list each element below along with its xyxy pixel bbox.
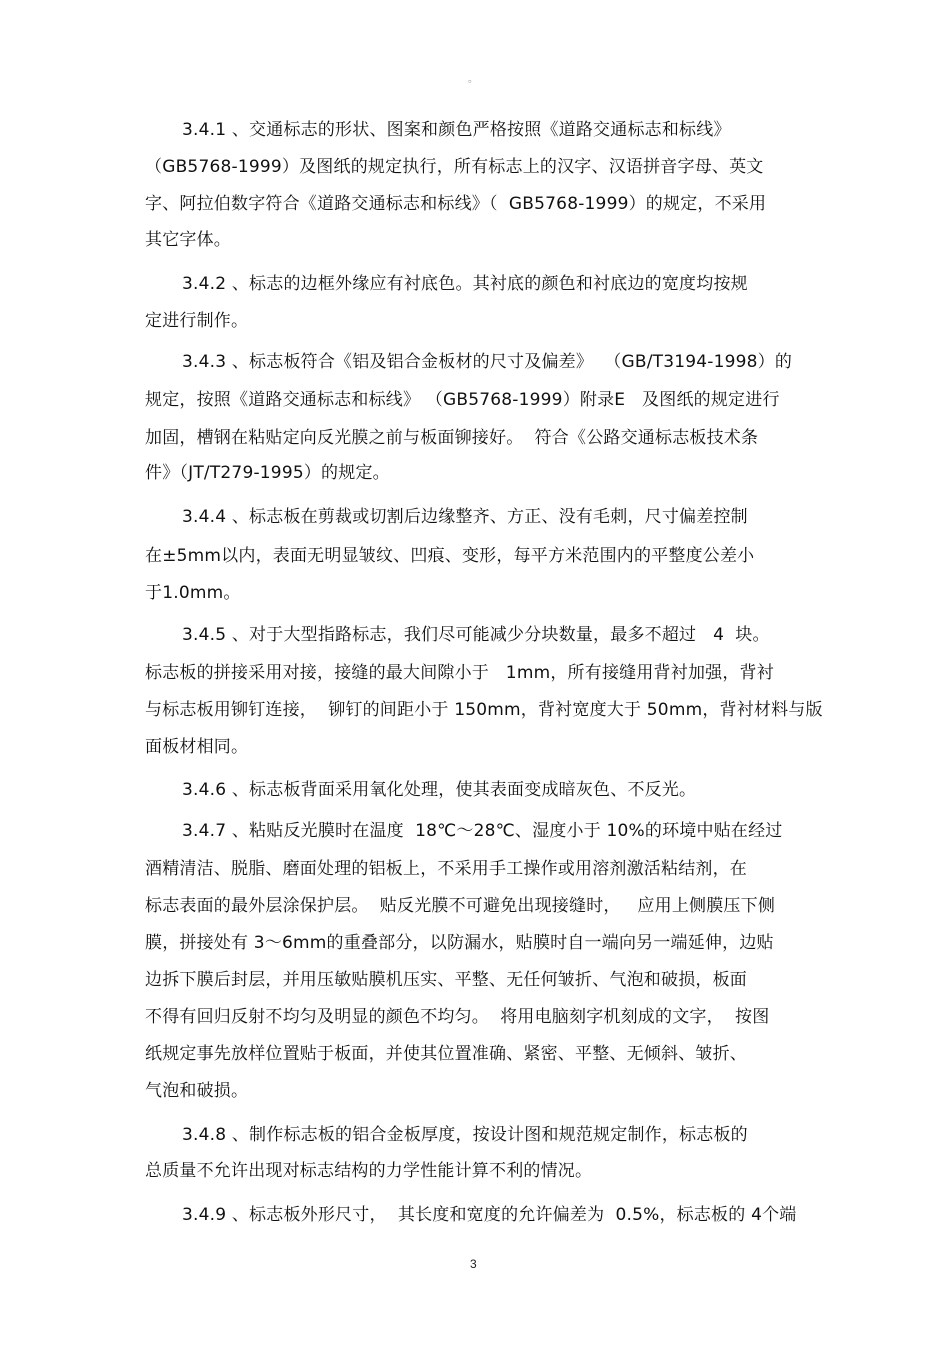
paragraph-3-4-3-line: 件》（JT/T279-1995）的规定。 [145, 463, 390, 483]
paragraph-3-4-7-line: 3.4.7 、粘贴反光膜时在温度 18℃～28℃、湿度小于 10%的环境中贴在经过 [182, 821, 783, 841]
paragraph-3-4-4-line: 在±5mm以内，表面无明显皱纹、凹痕、变形，每平方米范围内的平整度公差小 [145, 546, 755, 566]
paragraph-3-4-2-line: 定进行制作。 [145, 311, 249, 331]
paragraph-3-4-7-line: 边拆下膜后封层，并用压敏贴膜机压实、平整、无任何皱折、气泡和破损，板面 [145, 970, 747, 990]
paragraph-3-4-4-line: 于1.0mm。 [145, 583, 241, 603]
paragraph-3-4-6-line: 3.4.6 、标志板背面采用氧化处理，使其表面变成暗灰色、不反光。 [182, 780, 697, 800]
paragraph-3-4-4-line: 3.4.4 、标志板在剪裁或切割后边缘整齐、方正、没有毛刺，尺寸偏差控制 [182, 507, 748, 527]
paragraph-3-4-7-line: 纸规定事先放样位置贴于板面，并使其位置准确、紧密、平整、无倾斜、皱折、 [145, 1044, 747, 1064]
header-mark: 。 [468, 74, 478, 85]
paragraph-3-4-1-line: 字、阿拉伯数字符合《道路交通标志和标线》（ GB5768-1999）的规定，不采用 [145, 194, 767, 214]
paragraph-3-4-7-line: 气泡和破损。 [145, 1081, 249, 1101]
paragraph-3-4-1-line: （GB5768-1999）及图纸的规定执行，所有标志上的汉字、汉语拼音字母、英文 [145, 157, 764, 177]
paragraph-3-4-5-line: 面板材相同。 [145, 737, 249, 757]
paragraph-3-4-7-line: 膜，拼接处有 3～6mm的重叠部分，以防漏水，贴膜时自一端向另一端延伸，边贴 [145, 933, 774, 953]
paragraph-3-4-1-line: 其它字体。 [145, 230, 231, 250]
page-number: 3 [470, 1257, 477, 1271]
paragraph-3-4-7-line: 酒精清洁、脱脂、磨面处理的铝板上，不采用手工操作或用溶剂激活粘结剂，在 [145, 859, 747, 879]
paragraph-3-4-3-line: 加固，槽钢在粘贴定向反光膜之前与板面铆接好。 符合《公路交通标志板技术条 [145, 428, 759, 448]
paragraph-3-4-5-line: 与标志板用铆钉连接， 铆钉的间距小于 150mm，背衬宽度大于 50mm，背衬材料与版 [145, 700, 823, 720]
paragraph-3-4-8-line: 总质量不允许出现对标志结构的力学性能计算不利的情况。 [145, 1161, 593, 1181]
paragraph-3-4-1-line: 3.4.1 、交通标志的形状、图案和颜色严格按照《道路交通标志和标线》 [182, 120, 731, 140]
paragraph-3-4-3-line: 规定，按照《道路交通标志和标线》 （GB5768-1999）附录E 及图纸的规定进行 [145, 390, 780, 410]
paragraph-3-4-7-line: 不得有回归反射不均匀及明显的颜色不均匀。 将用电脑刻字机刻成的文字， 按图 [145, 1007, 770, 1027]
paragraph-3-4-5-line: 3.4.5 、对于大型指路标志，我们尽可能减少分块数量，最多不超过 4 块。 [182, 625, 770, 645]
paragraph-3-4-2-line: 3.4.2 、标志的边框外缘应有衬底色。其衬底的颜色和衬底边的宽度均按规 [182, 274, 748, 294]
paragraph-3-4-5-line: 标志板的拼接采用对接，接缝的最大间隙小于 1mm，所有接缝用背衬加强，背衬 [145, 663, 774, 683]
paragraph-3-4-3-line: 3.4.3 、标志板符合《铝及铝合金板材的尺寸及偏差》 （GB/T3194-1998）的 [182, 352, 793, 372]
paragraph-3-4-8-line: 3.4.8 、制作标志板的铝合金板厚度，按设计图和规范规定制作，标志板的 [182, 1125, 748, 1145]
paragraph-3-4-9-line: 3.4.9 、标志板外形尺寸， 其长度和宽度的允许偏差为 0.5%，标志板的 4个端 [182, 1205, 797, 1225]
paragraph-3-4-7-line: 标志表面的最外层涂保护层。 贴反光膜不可避免出现接缝时， 应用上侧膜压下侧 [145, 896, 776, 916]
